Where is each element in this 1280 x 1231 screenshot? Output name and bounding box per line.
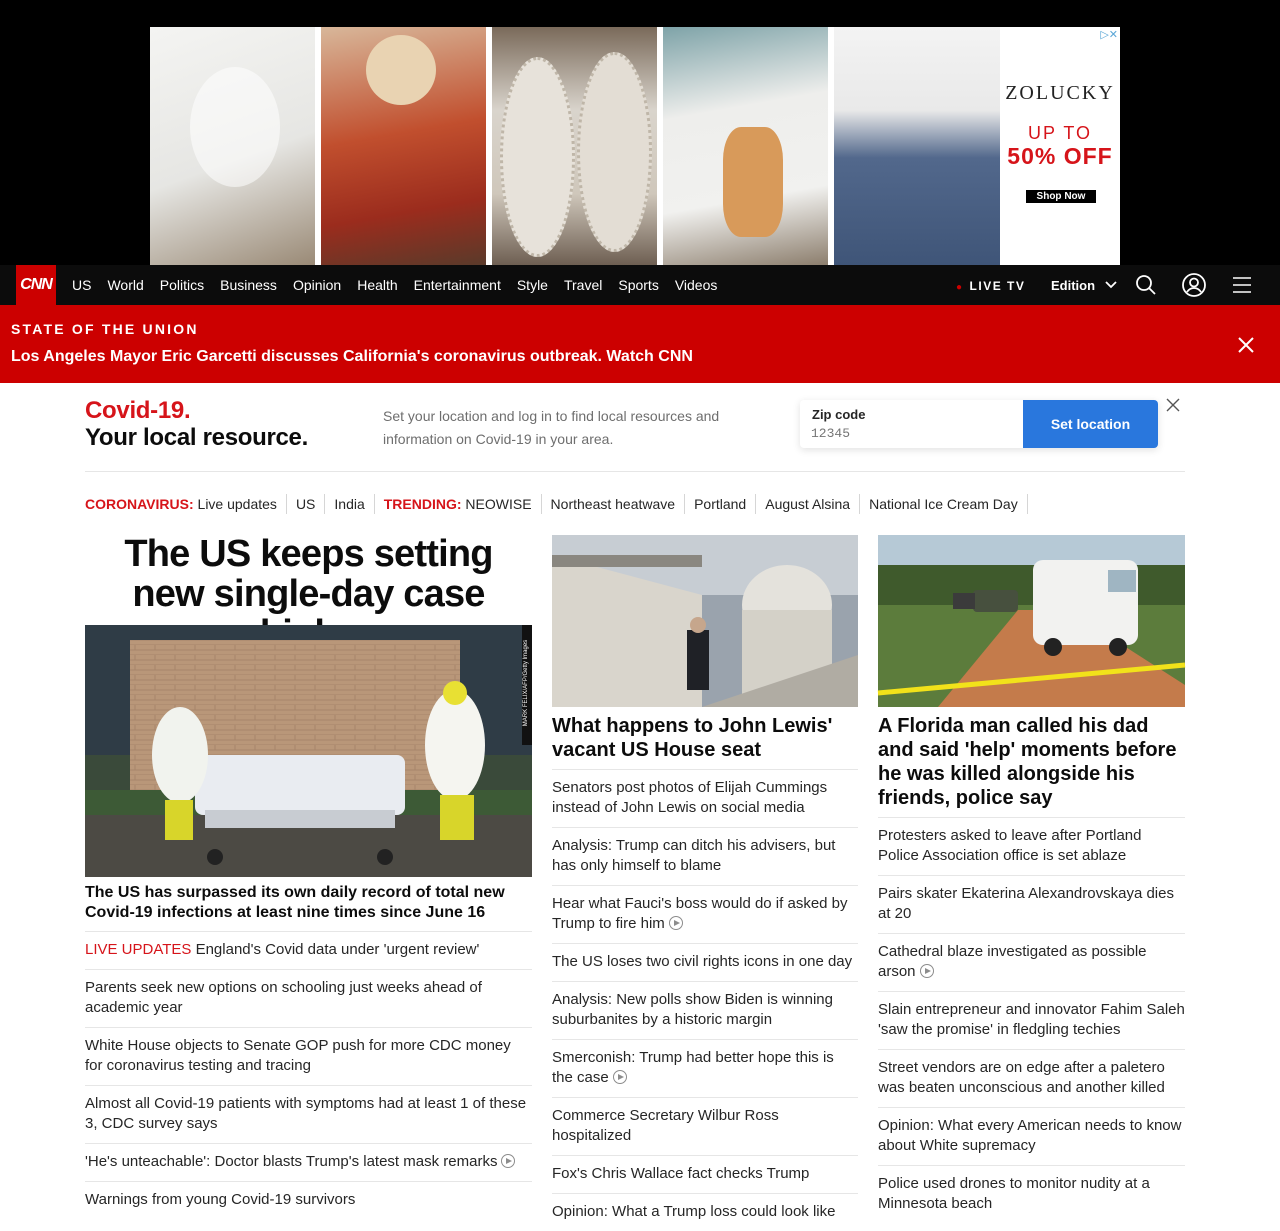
list-item-text: White House objects to Senate GOP push for more CDC money for coronavirus testing and tracing bbox=[85, 1037, 511, 1074]
list-item[interactable] bbox=[85, 1143, 532, 1181]
advertisement-banner[interactable] bbox=[150, 27, 1120, 265]
list-item-text: Senators post photos of Elijah Cummings instead of John Lewis on social media bbox=[552, 779, 828, 816]
nav-item-politics[interactable]: Politics bbox=[159, 277, 205, 293]
list-item[interactable] bbox=[878, 1107, 1185, 1165]
nav-item-videos[interactable]: Videos bbox=[674, 277, 718, 293]
capitol-photo-illustration bbox=[552, 535, 858, 707]
ad-promo-line1: UP TO bbox=[1027, 123, 1093, 143]
close-icon[interactable] bbox=[1165, 397, 1181, 413]
list-item-text: Fox's Chris Wallace fact checks Trump bbox=[552, 1165, 810, 1182]
live-tv-link[interactable] bbox=[956, 265, 1025, 305]
search-icon[interactable] bbox=[1135, 274, 1157, 296]
ad-promo-line2: 50% OFF bbox=[1007, 143, 1113, 169]
list-item-text: England's Covid data under 'urgent review' bbox=[191, 941, 480, 958]
list-item[interactable] bbox=[552, 827, 858, 885]
trending-text: Live updates bbox=[193, 496, 277, 512]
nav-item-travel[interactable]: Travel bbox=[563, 277, 603, 293]
list-item-text: Opinion: What every American needs to know about White supremacy bbox=[878, 1117, 1182, 1154]
covid-title-red: Covid-19. bbox=[85, 397, 191, 424]
ad-product-image-blouse[interactable] bbox=[150, 27, 315, 265]
list-item-text: Protesters asked to leave after Portland Police Association office is set ablaze bbox=[878, 827, 1142, 864]
covid-title-black: Your local resource. bbox=[85, 424, 308, 451]
list-item-text: Analysis: Trump can ditch his advisers, but has only himself to blame bbox=[552, 837, 836, 874]
chevron-down-icon bbox=[1105, 281, 1117, 289]
trending-item-neowise[interactable] bbox=[384, 494, 542, 514]
live-tv-label: LIVE TV bbox=[969, 279, 1026, 293]
lead-story-image[interactable] bbox=[85, 625, 532, 877]
nav-item-world[interactable]: World bbox=[107, 277, 144, 293]
list-item-text: Street vendors are on edge after a paletero was beaten unconscious and another killed bbox=[878, 1059, 1165, 1096]
list-item[interactable] bbox=[85, 1181, 532, 1219]
col3-story-image[interactable] bbox=[878, 535, 1185, 707]
play-video-icon bbox=[920, 964, 934, 978]
col2-headline[interactable]: What happens to John Lewis' vacant US House seat bbox=[552, 715, 833, 761]
list-item[interactable] bbox=[552, 1039, 858, 1097]
list-item[interactable] bbox=[878, 991, 1185, 1049]
zip-code-input[interactable] bbox=[811, 426, 1011, 441]
trending-bar bbox=[85, 494, 1037, 514]
list-item[interactable] bbox=[878, 1165, 1185, 1223]
list-item-text: Almost all Covid-19 patients with symptoms had at least 1 of these 3, CDC survey says bbox=[85, 1095, 527, 1132]
breaking-headline[interactable]: Los Angeles Mayor Eric Garcetti discusses California's coronavirus outbreak. Watch CNN bbox=[11, 348, 693, 365]
list-item[interactable] bbox=[878, 1049, 1185, 1107]
list-item[interactable] bbox=[878, 875, 1185, 933]
list-item-text: Hear what Fauci's boss would do if asked by Trump to fire him bbox=[552, 895, 848, 932]
nav-item-opinion[interactable]: Opinion bbox=[292, 277, 342, 293]
trending-label: CORONAVIRUS: bbox=[85, 496, 194, 512]
ad-product-image-floral-top[interactable] bbox=[321, 27, 486, 265]
edition-dropdown[interactable] bbox=[1051, 265, 1117, 305]
col2-story-list bbox=[552, 769, 858, 1231]
play-video-icon bbox=[501, 1154, 515, 1168]
cnn-logo[interactable]: CNN bbox=[16, 265, 56, 305]
edition-label: Edition bbox=[1051, 278, 1096, 293]
menu-icon[interactable] bbox=[1232, 274, 1252, 296]
ad-brand-name: ZOLUCKY bbox=[1005, 82, 1115, 104]
lead-story-list bbox=[85, 931, 532, 1219]
nav-menu bbox=[64, 265, 725, 305]
list-item[interactable] bbox=[878, 817, 1185, 875]
list-item-text: Slain entrepreneur and innovator Fahim Saleh 'saw the promise' in fledgling techies bbox=[878, 1001, 1185, 1038]
nav-item-health[interactable]: Health bbox=[357, 277, 398, 293]
ad-shop-now-button[interactable]: Shop Now bbox=[1026, 190, 1096, 203]
list-item[interactable] bbox=[552, 1193, 858, 1231]
list-item[interactable] bbox=[552, 943, 858, 981]
nav-item-business[interactable]: Business bbox=[220, 277, 277, 293]
list-item-text: The US loses two civil rights icons in one day bbox=[552, 953, 853, 970]
live-updates-label: LIVE UPDATES bbox=[85, 941, 192, 958]
crime-scene-photo-illustration bbox=[878, 535, 1185, 707]
zip-code-label: Zip code bbox=[812, 407, 866, 422]
nav-item-us[interactable]: US bbox=[72, 277, 92, 293]
adchoices-icon[interactable]: ▷✕ bbox=[1100, 29, 1118, 41]
set-location-button[interactable]: Set location bbox=[1023, 400, 1158, 448]
list-item-text: Pairs skater Ekaterina Alexandrovskaya dies at 20 bbox=[878, 885, 1174, 922]
list-item[interactable] bbox=[85, 1085, 532, 1143]
image-credit: MARK FELIX/AFP/Getty Images bbox=[523, 639, 529, 727]
trending-item-ice-cream-day[interactable]: National Ice Cream Day bbox=[869, 494, 1028, 514]
list-item-text: Analysis: New polls show Biden is winning suburbanites by a historic margin bbox=[552, 991, 833, 1028]
list-item-text: Smerconish: Trump had better hope this is the case bbox=[552, 1049, 834, 1086]
list-item[interactable] bbox=[552, 1097, 858, 1155]
ad-product-image-giraffe-tee[interactable] bbox=[663, 27, 828, 265]
col2-story-image[interactable] bbox=[552, 535, 858, 707]
breaking-label: STATE OF THE UNION bbox=[11, 321, 199, 337]
user-icon[interactable] bbox=[1182, 273, 1206, 297]
nav-item-style[interactable]: Style bbox=[516, 277, 548, 293]
list-item[interactable] bbox=[552, 1155, 858, 1193]
live-dot-icon: ● bbox=[956, 282, 964, 293]
trending-item-coronavirus[interactable] bbox=[85, 494, 287, 514]
play-video-icon bbox=[613, 1070, 627, 1084]
lead-caption[interactable]: The US has surpassed its own daily record of total new Covid-19 infections at least nine times since June 16 bbox=[85, 884, 505, 921]
ad-product-image-shorts[interactable] bbox=[834, 27, 1000, 265]
trending-item-india[interactable]: India bbox=[334, 494, 374, 514]
top-nav bbox=[0, 265, 1280, 305]
section-divider bbox=[85, 471, 1185, 472]
ad-product-image-shoes[interactable] bbox=[492, 27, 657, 265]
covid-description: Set your location and log in to find local resources and information on Covid-19 in your area. bbox=[383, 408, 720, 447]
trending-item-heatwave[interactable]: Northeast heatwave bbox=[551, 494, 686, 514]
list-item[interactable] bbox=[552, 769, 858, 827]
play-video-icon bbox=[669, 916, 683, 930]
col3-headline[interactable]: A Florida man called his dad and said 'help' moments before he was killed alongside his friends, police say bbox=[878, 715, 1177, 809]
breaking-news-banner[interactable] bbox=[0, 305, 1280, 383]
covid-resource-title bbox=[85, 397, 308, 451]
lead-photo-illustration bbox=[85, 625, 532, 877]
list-item-text: Warnings from young Covid-19 survivors bbox=[85, 1191, 356, 1208]
list-item[interactable] bbox=[85, 931, 532, 969]
nav-item-sports[interactable]: Sports bbox=[618, 277, 659, 293]
trending-item-us[interactable]: US bbox=[296, 494, 325, 514]
list-item[interactable] bbox=[85, 1027, 532, 1085]
list-item-text: Parents seek new options on schooling just weeks ahead of academic year bbox=[85, 979, 482, 1016]
list-item-text: Opinion: What a Trump loss could look like bbox=[552, 1203, 836, 1220]
zip-code-form bbox=[800, 400, 1158, 448]
list-item-text: 'He's unteachable': Doctor blasts Trump's latest mask remarks bbox=[85, 1153, 498, 1170]
lead-headline[interactable]: The US keeps setting new single-day case bbox=[124, 533, 493, 615]
list-item[interactable] bbox=[85, 969, 532, 1027]
list-item-text: Commerce Secretary Wilbur Ross hospitalized bbox=[552, 1107, 779, 1144]
list-item-text: Police used drones to monitor nudity at a Minnesota beach bbox=[878, 1175, 1150, 1212]
trending-item-august-alsina[interactable]: August Alsina bbox=[765, 494, 860, 514]
list-item[interactable] bbox=[552, 885, 858, 943]
close-icon[interactable] bbox=[1236, 335, 1256, 355]
trending-text: NEOWISE bbox=[461, 496, 532, 512]
list-item-text: Cathedral blaze investigated as possible arson bbox=[878, 943, 1147, 980]
list-item[interactable] bbox=[552, 981, 858, 1039]
col3-story-list bbox=[878, 817, 1185, 1223]
ad-zone bbox=[0, 0, 1280, 265]
ad-promo-panel[interactable] bbox=[1000, 27, 1120, 265]
trending-label: TRENDING: bbox=[383, 496, 462, 512]
trending-item-portland[interactable]: Portland bbox=[694, 494, 756, 514]
nav-item-entertainment[interactable]: Entertainment bbox=[413, 277, 501, 293]
list-item[interactable] bbox=[878, 933, 1185, 991]
